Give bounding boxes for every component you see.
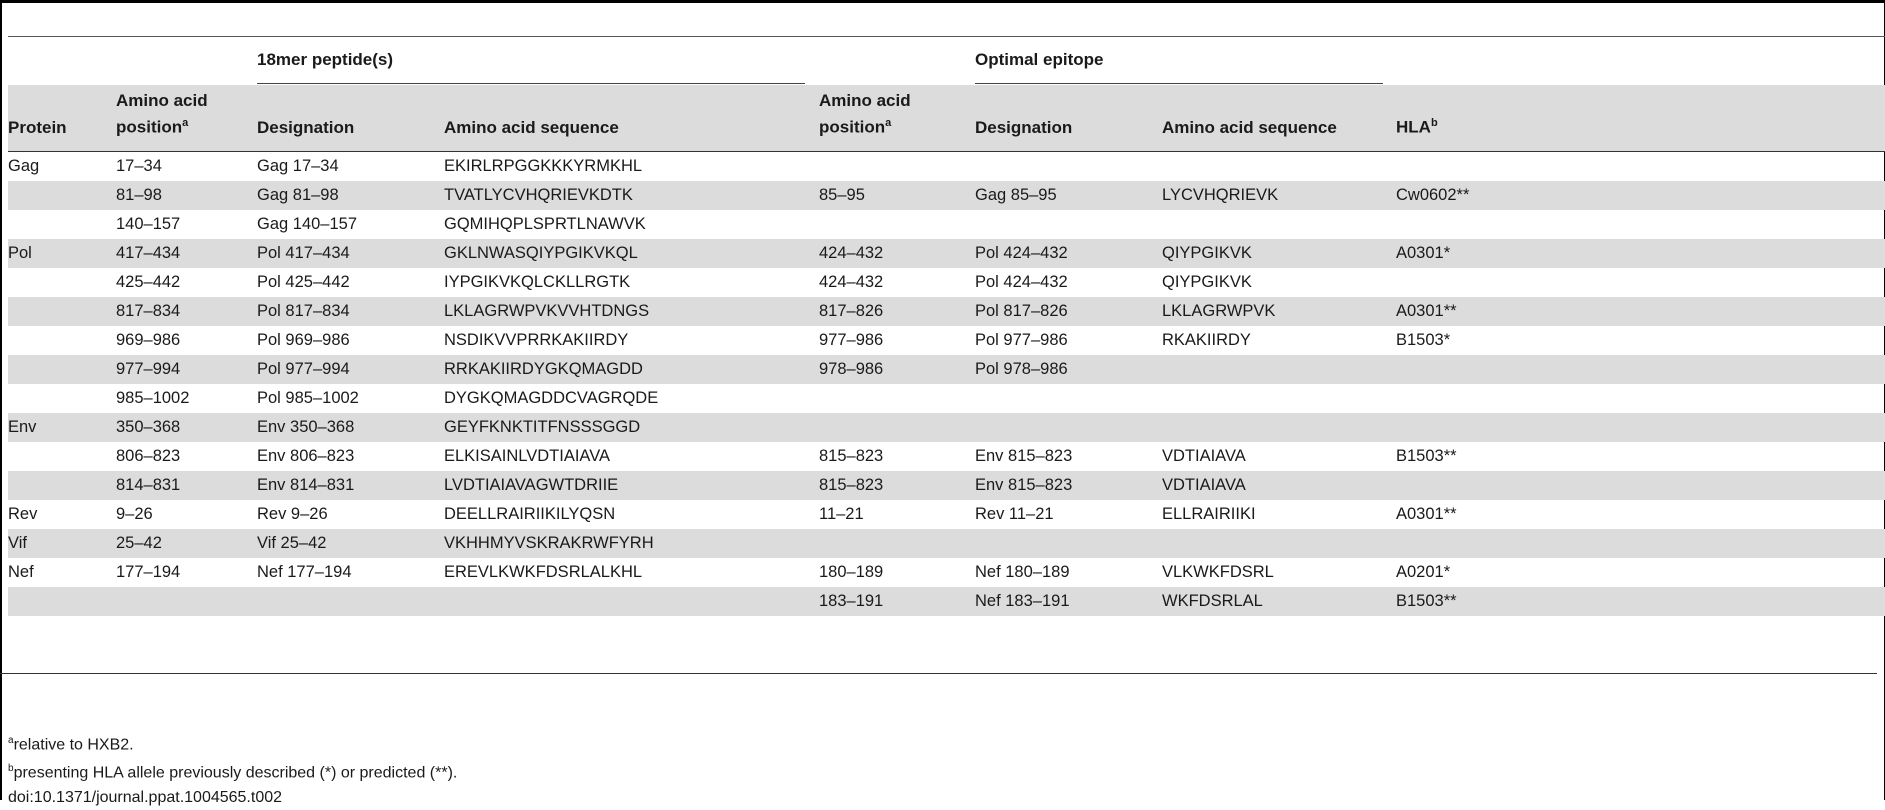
table-row — [8, 355, 1885, 384]
cell-aa-sequence: ELKISAINLVDTIAIAVA — [444, 447, 610, 465]
table-row — [8, 152, 1885, 181]
cell-aa-sequence: EKIRLRPGGKKKYRMKHL — [444, 157, 643, 175]
header-epitope-position: Amino acid position$^a$ — [819, 91, 911, 137]
cell-aa-position: 985–1002 — [116, 389, 190, 407]
doi-link[interactable]: doi:10.1371/journal.ppat.1004565.t002 — [8, 788, 283, 806]
cell-designation: Gag 140–157 — [257, 215, 358, 233]
column-header-row — [8, 85, 1885, 152]
group-line-peptide — [257, 83, 805, 84]
cell-aa-sequence: LKLAGRWPVKVVHTDNGS — [444, 302, 650, 320]
cell-epitope-sequence: QIYPGIKVK — [1162, 244, 1252, 262]
cell-aa-sequence: GKLNWASQIYPGIKVKQL — [444, 244, 638, 262]
cell-aa-sequence: DEELLRAIRIIKILYQSN — [444, 505, 616, 523]
table-row — [8, 239, 1885, 268]
cell-designation: Env 806–823 — [257, 447, 355, 465]
cell-epitope-position: 815–823 — [819, 447, 884, 465]
table-bottom-rule — [0, 673, 1877, 674]
cell-aa-sequence: NSDIKVVPRRKAKIIRDY — [444, 331, 629, 349]
cell-designation: Rev 9–26 — [257, 505, 328, 523]
cell-aa-position: 977–994 — [116, 360, 181, 378]
cell-epitope-position: 11–21 — [819, 505, 864, 523]
table-row — [8, 529, 1885, 558]
cell-epitope-designation: Rev 11–21 — [975, 505, 1054, 523]
table-row — [8, 413, 1885, 442]
table-row — [8, 587, 1885, 616]
header-aa-position: Amino acid position$^a$ — [116, 91, 208, 137]
cell-hla: B1503* — [1396, 331, 1451, 349]
cell-aa-position: 81–98 — [116, 186, 162, 204]
cell-epitope-position: 978–986 — [819, 360, 884, 378]
cell-designation: Nef 177–194 — [257, 563, 352, 581]
cell-epitope-sequence: WKFDSRLAL — [1162, 592, 1263, 610]
cell-aa-position: 969–986 — [116, 331, 181, 349]
group-label-peptide: 18mer peptide(s) — [257, 50, 394, 69]
cell-epitope-sequence: QIYPGIKVK — [1162, 273, 1252, 291]
table-row — [8, 268, 1885, 297]
table-row — [8, 384, 1885, 413]
cell-epitope-sequence: VDTIAIAVA — [1162, 447, 1246, 465]
cell-hla: Cw0602** — [1396, 186, 1470, 204]
cell-protein: Pol — [8, 244, 32, 262]
cell-hla: A0301** — [1396, 302, 1457, 320]
cell-protein: Vif — [8, 534, 27, 552]
cell-aa-position: 177–194 — [116, 563, 181, 581]
cell-designation: Pol 977–994 — [257, 360, 350, 378]
cell-designation: Env 350–368 — [257, 418, 355, 436]
cell-hla: B1503** — [1396, 447, 1457, 465]
cell-epitope-position: 424–432 — [819, 244, 884, 262]
cell-epitope-designation: Env 815–823 — [975, 476, 1073, 494]
header-hla: HLA$^b$ — [1396, 117, 1438, 137]
cell-designation: Pol 969–986 — [257, 331, 350, 349]
cell-epitope-position: 180–189 — [819, 563, 884, 581]
cell-designation: Vif 25–42 — [257, 534, 327, 552]
cell-aa-position: 417–434 — [116, 244, 181, 262]
cell-epitope-designation: Pol 978–986 — [975, 360, 1068, 378]
cell-epitope-sequence: RKAKIIRDY — [1162, 331, 1251, 349]
header-aa-sequence: Amino acid sequence — [444, 118, 619, 137]
cell-aa-position: 25–42 — [116, 534, 162, 552]
table-row — [8, 181, 1885, 210]
cell-epitope-position: 977–986 — [819, 331, 884, 349]
header-protein: Protein — [8, 118, 67, 137]
cell-epitope-designation: Nef 183–191 — [975, 592, 1070, 610]
table-row — [8, 210, 1885, 239]
footnote-b: $^b$presenting HLA allele previously described (*) or predicted (**). — [8, 763, 458, 782]
cell-aa-sequence: LVDTIAIAVAGWTDRIIE — [444, 476, 619, 494]
cell-designation: Env 814–831 — [257, 476, 355, 494]
table-row — [8, 558, 1885, 587]
group-line-epitope — [975, 83, 1383, 84]
footnote-a: $^a$relative to HXB2. — [8, 735, 134, 754]
cell-epitope-position: 817–826 — [819, 302, 884, 320]
table-row — [8, 297, 1885, 326]
cell-epitope-position: 85–95 — [819, 186, 865, 204]
top-border — [0, 0, 1885, 3]
cell-epitope-position: 424–432 — [819, 273, 884, 291]
cell-epitope-designation: Nef 180–189 — [975, 563, 1070, 581]
cell-aa-position: 17–34 — [116, 157, 162, 175]
cell-epitope-sequence: ELLRAIRIIKI — [1162, 505, 1256, 523]
cell-protein: Env — [8, 418, 37, 436]
cell-epitope-sequence: LKLAGRWPVK — [1162, 302, 1276, 320]
footnotes — [8, 729, 457, 810]
cell-aa-position: 806–823 — [116, 447, 181, 465]
cell-epitope-designation: Pol 817–826 — [975, 302, 1068, 320]
cell-designation: Gag 17–34 — [257, 157, 339, 175]
cell-aa-sequence: EREVLKWKFDSRLALKHL — [444, 563, 643, 581]
cell-aa-position: 817–834 — [116, 302, 181, 320]
table-row — [8, 442, 1885, 471]
group-label-epitope: Optimal epitope — [975, 50, 1104, 69]
table-row — [8, 326, 1885, 355]
cell-designation: Pol 817–834 — [257, 302, 350, 320]
cell-epitope-position: 815–823 — [819, 476, 884, 494]
cell-designation: Pol 417–434 — [257, 244, 350, 262]
cell-protein: Nef — [8, 563, 34, 581]
cell-aa-position: 814–831 — [116, 476, 181, 494]
cell-designation: Pol 985–1002 — [257, 389, 359, 407]
header-epitope-sequence: Amino acid sequence — [1162, 118, 1337, 137]
cell-designation: Pol 425–442 — [257, 273, 350, 291]
cell-protein: Rev — [8, 505, 38, 523]
cell-epitope-sequence: LYCVHQRIEVK — [1162, 186, 1279, 204]
cell-aa-position: 9–26 — [116, 505, 153, 523]
table-row — [8, 500, 1885, 529]
cell-epitope-designation: Gag 85–95 — [975, 186, 1057, 204]
cell-hla: B1503** — [1396, 592, 1457, 610]
header-epitope-designation: Designation — [975, 118, 1073, 137]
cell-epitope-designation: Pol 424–432 — [975, 273, 1068, 291]
cell-epitope-position: 183–191 — [819, 592, 884, 610]
cell-aa-sequence: GQMIHQPLSPRTLNAWVK — [444, 215, 646, 233]
cell-aa-sequence: VKHHMYVSKRAKRWFYRH — [444, 534, 654, 552]
cell-aa-sequence: IYPGIKVKQLCKLLRGTK — [444, 273, 631, 291]
cell-epitope-sequence: VDTIAIAVA — [1162, 476, 1246, 494]
cell-hla: A0301** — [1396, 505, 1457, 523]
cell-aa-position: 425–442 — [116, 273, 181, 291]
header-designation: Designation — [257, 118, 355, 137]
cell-aa-position: 140–157 — [116, 215, 181, 233]
cell-epitope-designation: Env 815–823 — [975, 447, 1073, 465]
cell-hla: A0301* — [1396, 244, 1451, 262]
table-row — [8, 471, 1885, 500]
cell-aa-sequence: TVATLYCVHQRIEVKDTK — [444, 186, 633, 204]
group-header-row — [8, 36, 1885, 84]
cell-epitope-designation: Pol 424–432 — [975, 244, 1068, 262]
cell-aa-sequence: GEYFKNKTITFNSSSGGD — [444, 418, 641, 436]
cell-aa-sequence: DYGKQMAGDDCVAGRQDE — [444, 389, 659, 407]
cell-aa-sequence: RRKAKIIRDYGKQMAGDD — [444, 360, 643, 378]
left-border — [0, 0, 2, 800]
cell-epitope-sequence: VLKWKFDSRL — [1162, 563, 1274, 581]
cell-epitope-designation: Pol 977–986 — [975, 331, 1068, 349]
cell-protein: Gag — [8, 157, 40, 175]
cell-aa-position: 350–368 — [116, 418, 181, 436]
cell-designation: Gag 81–98 — [257, 186, 339, 204]
cell-hla: A0201* — [1396, 563, 1451, 581]
